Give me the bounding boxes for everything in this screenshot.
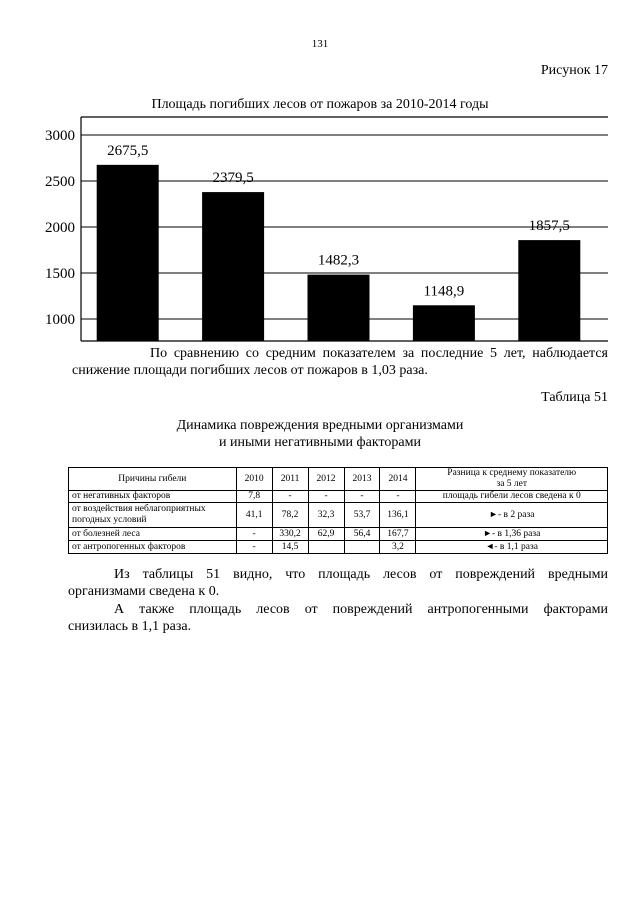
cell-value: 56,4 [344, 528, 380, 541]
paragraph-line: организмами сведена к 0. [68, 584, 220, 599]
table-row [69, 491, 608, 503]
cell-value: - [236, 528, 272, 541]
cell-difference-text: - в 1,1 раза [494, 542, 538, 552]
cell-value [344, 541, 380, 554]
triangle-right-icon: ► [489, 509, 498, 519]
bar-chart [0, 0, 640, 360]
cell-value: 41,1 [236, 503, 272, 528]
cell-value: - [236, 541, 272, 554]
cell-cause: от антропогенных факторов [69, 541, 237, 554]
cell-value: - [380, 491, 416, 503]
cell-difference: площадь гибели лесов сведена к 0 [416, 491, 608, 503]
chart-title: Площадь погибших лесов от пожаров за 2010-2014 годы [151, 97, 489, 112]
header-cause: Причины гибели [69, 468, 237, 491]
header-difference-line: Разница к среднему показателю [447, 468, 577, 478]
y-tick-label: 2500 [45, 174, 75, 190]
header-year: 2012 [308, 468, 344, 491]
cell-difference [416, 541, 608, 554]
header-year: 2010 [236, 468, 272, 491]
table-title-line: Динамика повреждения вредными организмами [176, 418, 464, 433]
cell-value: 136,1 [380, 503, 416, 528]
cell-difference [416, 528, 608, 541]
y-tick-label: 3000 [45, 128, 75, 144]
cell-value: - [272, 491, 308, 503]
header-difference-line: за 5 лет [496, 479, 528, 489]
cell-cause-line: от воздействия неблагоприятных [72, 504, 206, 514]
header-year: 2013 [344, 468, 380, 491]
cell-value: 32,3 [308, 503, 344, 528]
cell-difference-text: - в 1,36 раза [492, 529, 541, 539]
table-label: Таблица 51 [541, 390, 608, 405]
cell-difference [416, 503, 608, 528]
chart-bar [413, 305, 475, 341]
cell-value: 62,9 [308, 528, 344, 541]
cell-value: 53,7 [344, 503, 380, 528]
paragraph-line: А также площадь лесов от повреждений антропогенными факторами [114, 602, 608, 617]
table-title-line: и иными негативными факторами [219, 435, 421, 450]
bar-data-label: 2675,5 [107, 142, 149, 159]
cell-value: - [308, 491, 344, 503]
paragraph-line: снижение площади погибших лесов от пожаров в 1,03 раза. [72, 363, 428, 378]
figure-label: Рисунок 17 [540, 63, 608, 78]
table-row [69, 541, 608, 554]
header-year: 2011 [272, 468, 308, 491]
y-tick-label: 1500 [45, 266, 75, 282]
header-year: 2014 [380, 468, 416, 491]
bar-data-label: 1148,9 [423, 283, 465, 300]
paragraph-table-conclusion [68, 566, 608, 600]
cell-difference-text: - в 2 раза [497, 510, 535, 520]
cell-cause: от негативных факторов [69, 491, 237, 503]
cell-value: - [344, 491, 380, 503]
cell-cause [69, 503, 237, 528]
bar-data-label: 2379,5 [212, 170, 254, 187]
cell-cause-line: погодных условий [72, 515, 147, 525]
page-number: 131 [311, 38, 329, 50]
cell-value: 14,5 [272, 541, 308, 554]
cell-value: 3,2 [380, 541, 416, 554]
bar-data-label: 1482,3 [317, 252, 360, 269]
cell-value [308, 541, 344, 554]
paragraph-fire-comparison [72, 345, 608, 379]
paragraph-anthropogenic [68, 601, 608, 635]
paragraph-line: По сравнению со средним показателем за последние 5 лет, наблюдается [150, 346, 608, 361]
y-tick-label: 1000 [45, 312, 75, 328]
chart-bar [518, 240, 580, 341]
bar-data-label: 1857,5 [528, 218, 570, 235]
triangle-right-icon: ► [483, 528, 493, 538]
cell-cause: от болезней леса [69, 528, 237, 541]
damage-dynamics-table [68, 467, 608, 554]
cell-value: 167,7 [380, 528, 416, 541]
y-tick-label: 2000 [45, 220, 75, 236]
triangle-left-icon: ◄ [485, 541, 495, 551]
table-title [0, 417, 640, 451]
chart-bar [308, 275, 370, 341]
table-row [69, 503, 608, 528]
cell-value: 330,2 [272, 528, 308, 541]
paragraph-line: снизилась в 1,1 раза. [68, 619, 192, 634]
header-difference [416, 468, 608, 491]
table-header-row [69, 468, 608, 491]
cell-value: 78,2 [272, 503, 308, 528]
paragraph-line: Из таблицы 51 видно, что площадь лесов от повреждений вредными [114, 567, 608, 582]
chart-bar [202, 192, 264, 341]
chart-bar [97, 165, 159, 341]
cell-value: 7,8 [236, 491, 272, 503]
table-row [69, 528, 608, 541]
